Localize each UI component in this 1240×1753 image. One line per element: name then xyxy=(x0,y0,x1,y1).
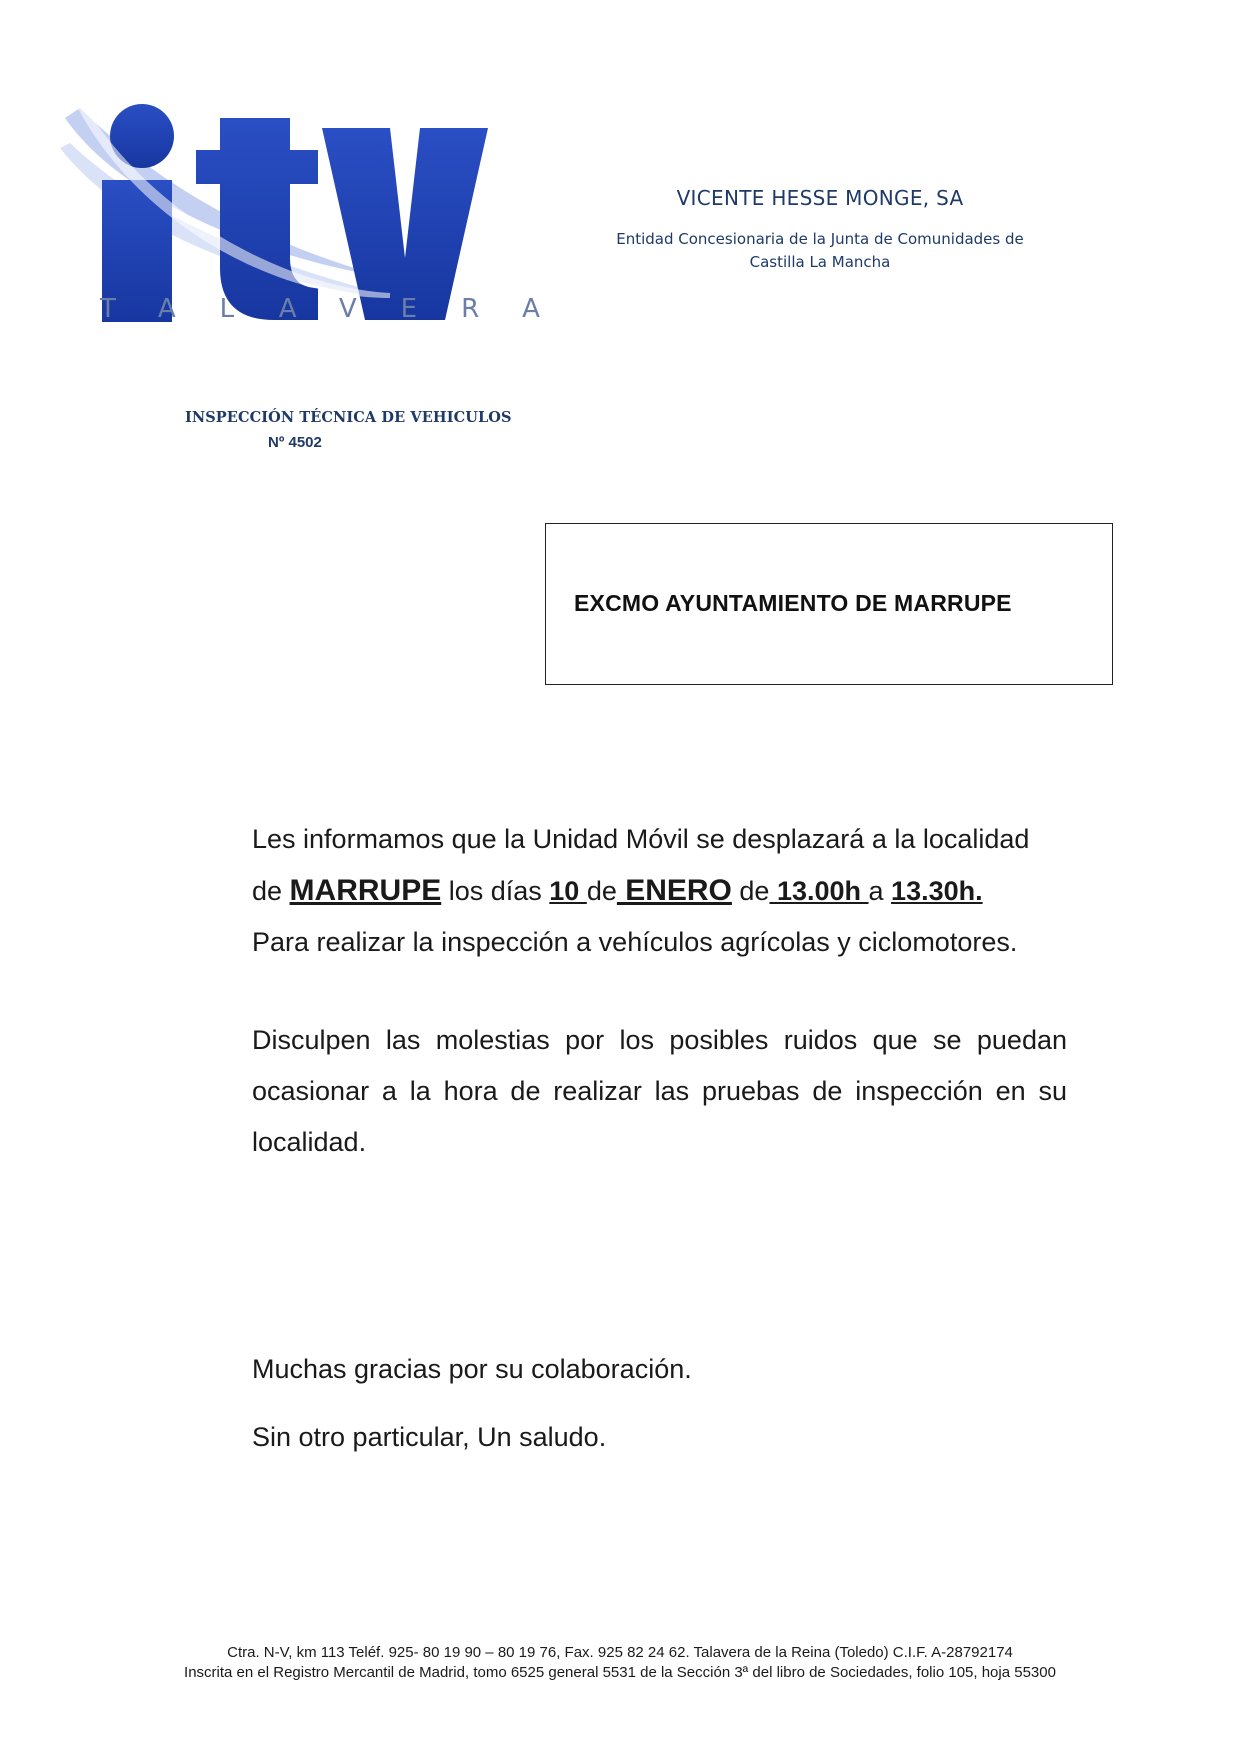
itv-section-title: INSPECCIÓN TÉCNICA DE VEHICULOS xyxy=(185,409,512,426)
text-a: a xyxy=(868,876,892,906)
notice-line2 xyxy=(252,865,1067,917)
text-de: de xyxy=(252,876,290,906)
recipient-box xyxy=(545,523,1113,685)
company-header xyxy=(560,186,1080,274)
itv-section-number: Nº 4502 xyxy=(268,434,322,451)
notice-paragraph xyxy=(252,814,1067,968)
company-description-line1: Entidad Concesionaria de la Junta de Comunidades de xyxy=(616,230,1024,248)
apology-paragraph: Disculpen las molestias por los posibles ruidos que se puedan ocasionar a la hora de realizar las pruebas de inspección en su localidad. xyxy=(252,1025,1067,1157)
itv-logo-graphic xyxy=(60,88,560,378)
footer-registry: Inscrita en el Registro Mercantil de Madrid, tomo 6525 general 5531 de la Sección 3ª del libro de Sociedades, folio 105, hoja 55300 xyxy=(184,1664,1056,1681)
company-description xyxy=(560,228,1080,274)
visit-month: ENERO xyxy=(616,874,732,907)
text-de: de xyxy=(731,876,770,906)
text-los-dias: los días xyxy=(441,876,550,906)
closing-line: Sin otro particular, Un saludo. xyxy=(252,1422,607,1452)
visit-day: 10 xyxy=(549,876,587,906)
time-start: 13.00h xyxy=(769,876,869,906)
notice-line1: Les informamos que la Unidad Móvil se desplazará a la localidad xyxy=(252,824,1030,854)
footer xyxy=(0,1643,1240,1683)
recipient-name: EXCMO AYUNTAMIENTO DE MARRUPE xyxy=(574,590,1012,616)
closing-block xyxy=(252,1335,1067,1471)
thanks-line: Muchas gracias por su colaboración. xyxy=(252,1354,692,1384)
logo-town: TALAVERA xyxy=(100,294,584,324)
time-end: 13.30h. xyxy=(891,876,983,906)
itv-talavera-logo xyxy=(60,88,584,378)
company-description-line2: Castilla La Mancha xyxy=(749,253,891,271)
text-de: de xyxy=(586,876,617,906)
notice-line3: Para realizar la inspección a vehículos agrícolas y ciclomotores. xyxy=(252,927,1018,957)
company-name: VICENTE HESSE MONGE, SA xyxy=(676,186,964,210)
town-name: MARRUPE xyxy=(289,874,442,907)
footer-address: Ctra. N-V, km 113 Teléf. 925- 80 19 90 – 80 19 76, Fax. 925 82 24 62. Talavera de la Reina (Toledo) C.I.F. A-28792174 xyxy=(227,1644,1013,1661)
